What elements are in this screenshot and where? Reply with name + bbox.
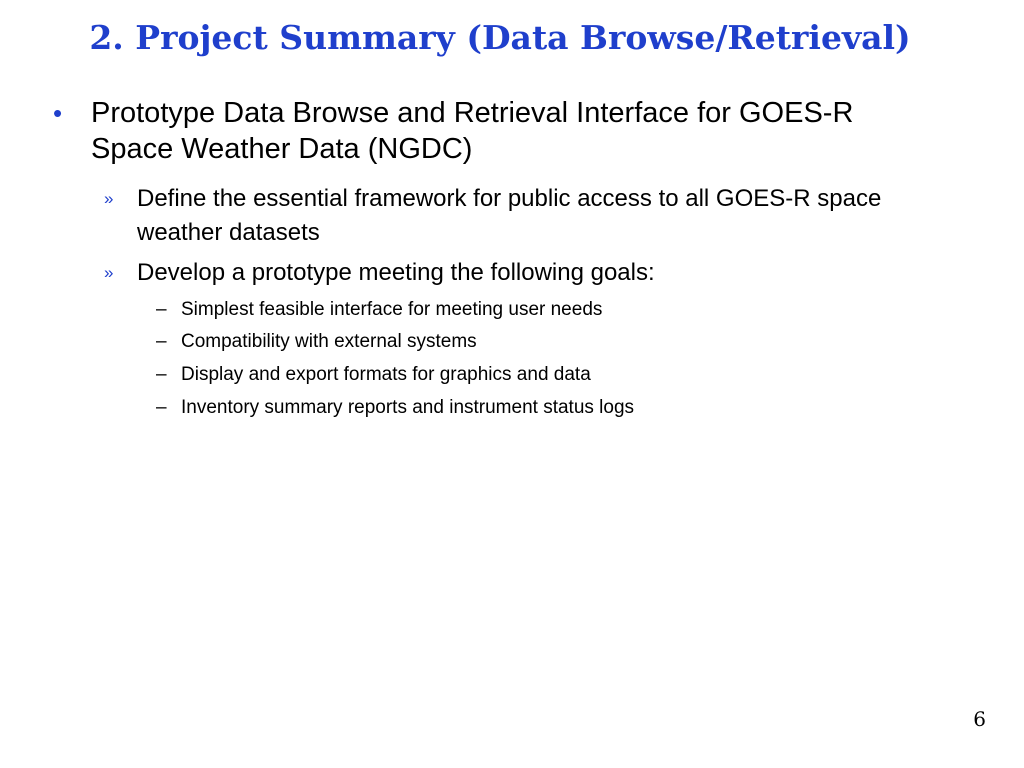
bullet-text: Define the essential framework for public access to all GOES-R space weather datasets: [137, 185, 882, 246]
dash-icon: –: [156, 397, 167, 418]
bullet-text: Develop a prototype meeting the following goals:: [137, 259, 655, 286]
bullet-text: Prototype Data Browse and Retrieval Interface for GOES-R Space Weather Data (NGDC): [91, 97, 854, 165]
dash-icon: –: [156, 364, 167, 385]
bullet-dot-icon: •: [53, 98, 63, 128]
bullet-level3: [156, 363, 961, 387]
bullet-text: Inventory summary reports and instrument status logs: [181, 397, 635, 418]
dash-icon: –: [156, 331, 167, 352]
slide-title: 2. Project Summary (Data Browse/Retrieval): [89, 18, 911, 57]
bullet-level1: [53, 95, 881, 167]
bullet-text: Simplest feasible interface for meeting user needs: [181, 299, 603, 320]
double-chevron-icon: »: [104, 263, 114, 282]
double-chevron-icon: »: [104, 189, 114, 208]
bullet-level3: [156, 330, 961, 354]
bullet-level3: [156, 396, 961, 420]
page-number: 6: [973, 707, 986, 731]
bullet-level3: [156, 298, 961, 322]
bullet-level2: [104, 256, 957, 290]
bullet-text: Display and export formats for graphics and data: [181, 364, 591, 385]
bullet-text: Compatibility with external systems: [181, 331, 477, 352]
bullet-level2: [104, 182, 957, 250]
dash-icon: –: [156, 299, 167, 320]
